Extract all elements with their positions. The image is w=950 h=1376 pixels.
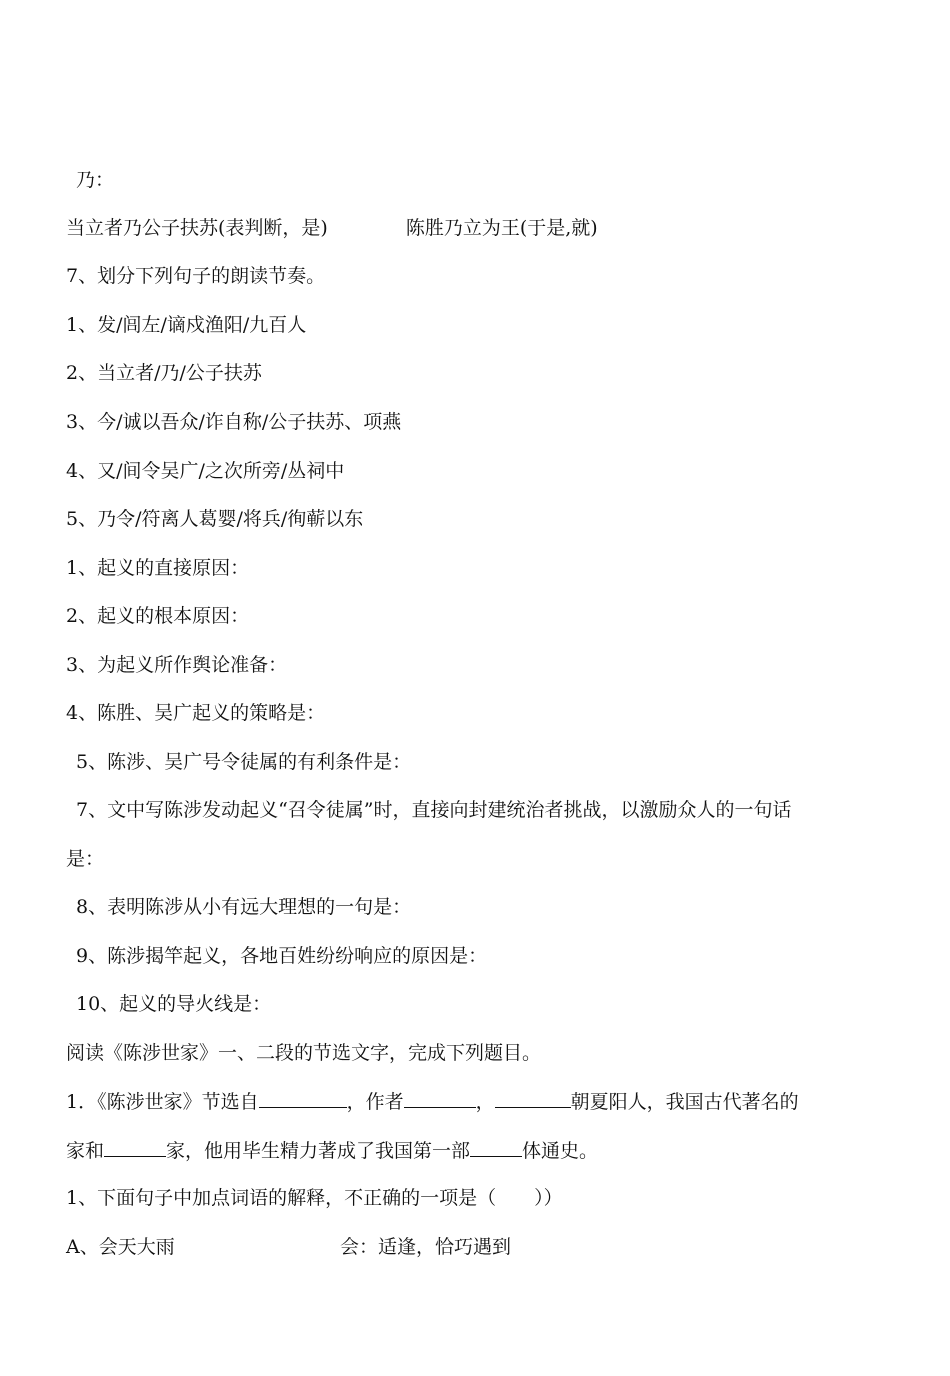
question-line: 2、起义的根本原因：	[66, 605, 250, 627]
question-line: 5、陈涉、吴广号令徒属的有利条件是：	[76, 751, 412, 773]
text-line: 3、今/诚以吾众/诈自称/公子扶苏、项燕	[66, 411, 402, 433]
question-line: 9、陈涉揭竿起义，各地百姓纷纷响应的原因是：	[76, 945, 488, 967]
answer-blank[interactable]	[259, 1089, 347, 1108]
text-line	[66, 216, 896, 240]
fill-in-question: 1．《陈涉世家》节选自 ，作者 ， 朝夏阳人，我国古代著名的	[66, 1091, 799, 1113]
text-line: 5、乃令/符离人葛婴/将兵/徇蕲以东	[66, 508, 364, 530]
fill-in-question: 家和 家，他用毕生精力著成了我国第一部 体通史。	[66, 1140, 599, 1162]
question-line: 是：	[66, 848, 105, 870]
example-sentence: 当立者乃公子扶苏(表判断，是)	[66, 217, 328, 239]
question-line: 8、表明陈涉从小有远大理想的一句是：	[76, 896, 412, 918]
text-line: 4、又/间令吴广/之次所旁/丛祠中	[66, 460, 345, 482]
question-line: 10、起义的导火线是：	[76, 993, 272, 1015]
answer-blank[interactable]	[470, 1138, 522, 1157]
answer-blank[interactable]	[495, 1089, 571, 1108]
question-line: 7、文中写陈涉发动起义“召令徒属”时，直接向封建统治者挑战，以激励众人的一句话	[76, 799, 792, 821]
text-line: 乃：	[76, 169, 115, 191]
reading-instruction: 阅读《陈涉世家》一、二段的节选文字，完成下列题目。	[66, 1042, 542, 1064]
text-line: 2、当立者/乃/公子扶苏	[66, 362, 262, 384]
option-gloss: 会：适逢，恰巧遇到	[340, 1236, 512, 1258]
multiple-choice-stem: 1、下面句子中加点词语的解释，不正确的一项是（ ））	[66, 1187, 563, 1209]
answer-blank[interactable]	[104, 1138, 166, 1157]
question-line: 3、为起义所作舆论准备：	[66, 654, 288, 676]
text-line: 1、发/闾左/谪戍渔阳/九百人	[66, 314, 307, 336]
answer-blank[interactable]	[404, 1089, 476, 1108]
section-heading: 7、划分下列句子的朗读节奏。	[66, 265, 326, 287]
example-sentence: 陈胜乃立为王(于是,就)	[405, 217, 598, 239]
option-sentence: A、会天大雨	[66, 1236, 175, 1258]
question-line: 1、起义的直接原因：	[66, 557, 250, 579]
question-line: 4、陈胜、吴广起义的策略是：	[66, 702, 326, 724]
choice-option-a	[66, 1235, 896, 1259]
